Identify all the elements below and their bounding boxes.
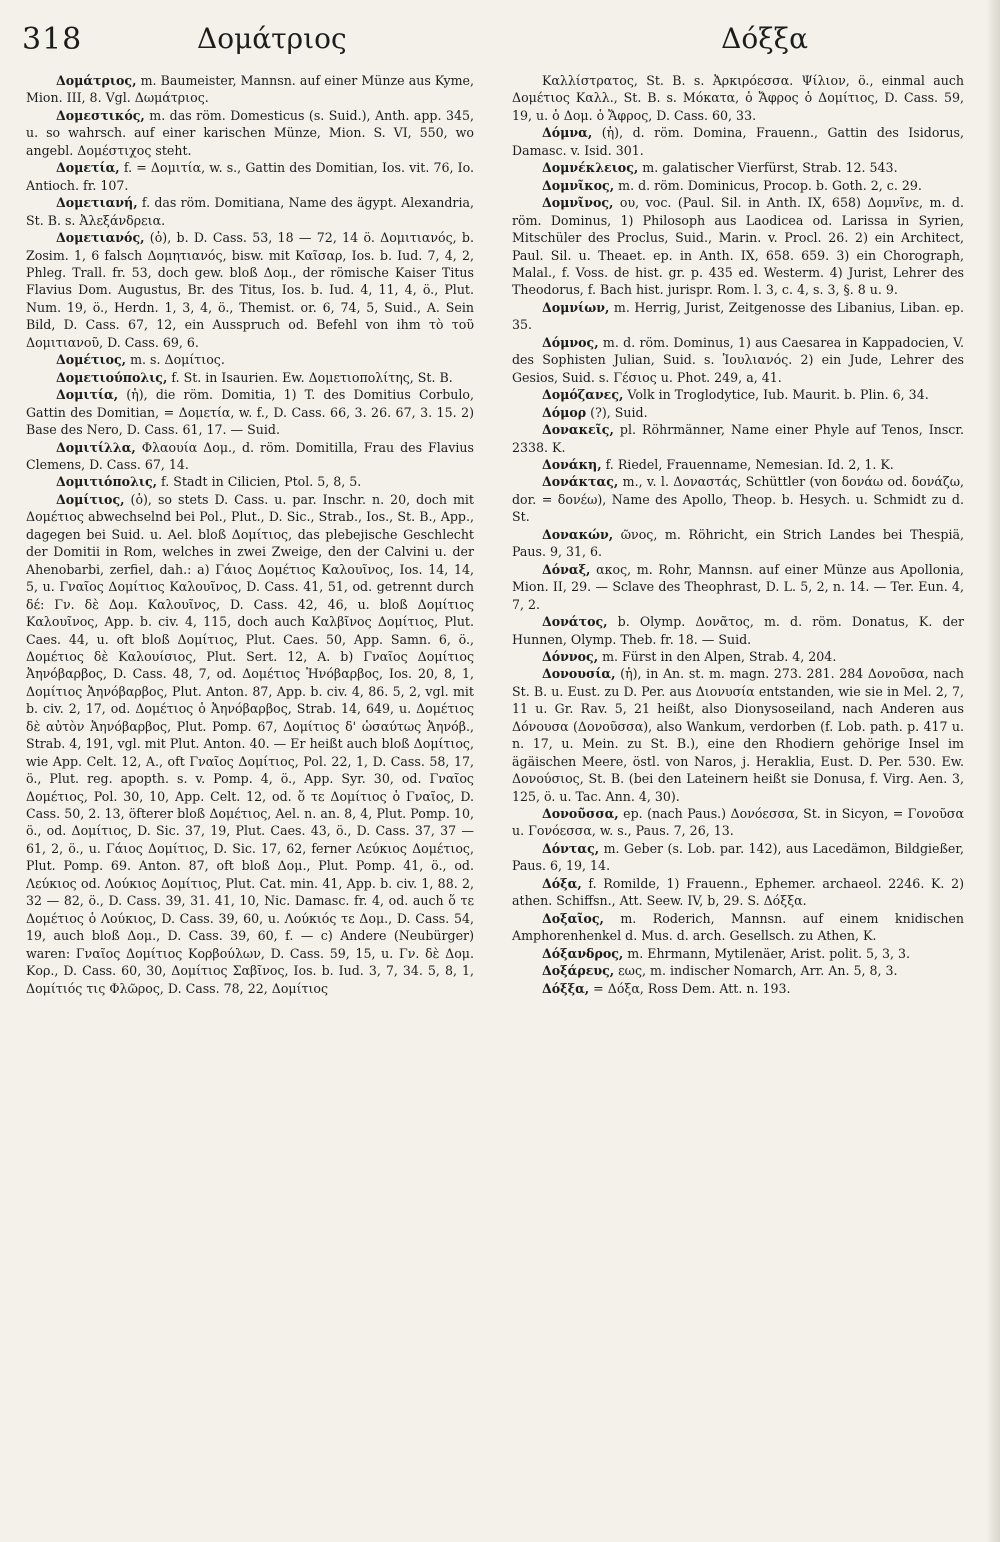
header-right-word: Δόξξα — [721, 22, 808, 55]
entry-text: m. Fürst in den Alpen, Strab. 4, 204. — [598, 648, 837, 664]
entry-text: (ἡ), d. röm. Domina, Frauenn., Gattin des Isidorus, Damasc. v. Isid. 301. — [512, 125, 964, 158]
dictionary-entry — [512, 299, 964, 334]
dictionary-entry — [26, 229, 474, 351]
dictionary-entry — [512, 386, 964, 403]
entry-text: Φλαουία Δομ., d. röm. Domitilla, Frau des Flavius Clemens, D. Cass. 67, 14. — [26, 439, 474, 472]
entry-headword: Δομιτία, — [56, 387, 119, 403]
entry-headword: Δόμορ — [542, 404, 587, 420]
entry-text: f. St. in Isaurien. Ew. Δομετιοπολίτης, St. B. — [167, 369, 453, 385]
entry-headword: Δομνέκλειος, — [542, 160, 639, 176]
entry-headword: Δομετιούπολις, — [56, 369, 168, 385]
dictionary-entry — [512, 561, 964, 613]
header-left-word: Δομάτριος — [197, 22, 347, 55]
entry-headword: Δομνῖκος, — [542, 177, 615, 193]
entry-headword: Δονάκτας, — [542, 474, 619, 490]
dictionary-entry — [26, 439, 474, 474]
entry-headword: Δονάκη, — [542, 456, 602, 472]
entry-headword: Δόμνος, — [542, 334, 599, 350]
dictionary-entry — [512, 456, 964, 473]
right-column — [512, 72, 964, 997]
dictionary-entry — [26, 491, 474, 997]
entry-headword: Δομίτιος, — [56, 491, 125, 507]
entry-headword: Δομέτιος, — [56, 352, 127, 368]
dictionary-entry — [512, 526, 964, 561]
entry-text: b. Olymp. Δονᾶτος, m. d. röm. Donatus, K. der Hunnen, Olymp. Theb. fr. 18. — Suid. — [512, 614, 964, 647]
left-column — [26, 72, 474, 997]
entry-headword: Δόντας, — [542, 840, 600, 856]
entry-headword: Δομιτιόπολις, — [56, 474, 158, 490]
entry-text: (ἡ), die röm. Domitia, 1) T. des Domitius Corbulo, Gattin des Domitian, = Δομετία, w. f., D. Cass. 66, 3. 26. 67, 3. 15. 2) Base des Nero, D. Cass. 61, 17. — Suid. — [26, 387, 474, 438]
entry-text: (ὁ), so stets D. Cass. u. par. Inschr. n. 20, doch mit Δομέτιος abwechselnd bei Pol., Plut., D. Sic., Strab., Ios., St. B., App., dagegen bei Suid. u. Ael. bloß Δομίτιος, das plebejische Geschlecht der Domitii in Rom, welches in zwei Zweige, den der Calvini u. der Ahenobarbi, zerfiel, dah.: a) Γάιος Δομέτιος Καλουῖνος, Ios. 14, 14, 5, u. Γναῖος Δομίτιος Καλουῖνος, D. Cass. 41, 51, od. getrennt durch δέ: Γν. δὲ Δομ. Καλουῖνος, D. Cass. 42, 46, u. bloß Δομίτιος Καλουῖνος, App. b. civ. 4, 115, doch auch Καλβῖνος Δομίτιος, Plut. Caes. 44, u. oft bloß Δομίτιος, Plut. Caes. 50, App. Samn. 6, ö., Δομέτιος δὲ Καλουίσιος, Plut. Sert. 12, A. b) Γναῖος Δομίτιος Ἀηνόβαρβος, D. Cass. 48, 7, od. Δομέτιος Ἠνόβαρβος, Ios. 20, 8, 1, Δομίτιος Ἀηνόβαρβος, Plut. Anton. 87, App. b. civ. 4, 86. 5, 2, vgl. mit b. civ. 2, 17, od. Δομέτιος ὁ Ἀηνόβαρβος, Strab. 14, 649, u. Δομέτιος δὲ αὐτὸν Ἀηνόβαρβος, Plut. Pomp. 67, Δομίτιος δ' ὡσαύτως Ἀηνόβ., Strab. 4, 191, vgl. mit Plut. Anton. 40. — Er heißt auch bloß Δομίτιος, wie App. Celt. 12, A., oft Γναῖος Δομίτιος, Pol. 22, 1, D. Cass. 58, 17, ö., Plut. reg. apopth. s. v. Pomp. 4, ö., App. Syr. 30, od. Γναῖος Δομέτιος, Pol. 30, 10, App. Celt. 12, od. ὅ τε Δομίτιος ὁ Γναῖος, D. Cass. 50, 2. 13, öfterer bloß Δομέτιος, Ael. n. an. 8, 4, Plut. Pomp. 10, ö., od. Δομίτιος, D. Sic. 37, 19, Plut. Caes. 43, ö., D. Cass. 37, 37 — 61, 2, ö., u. Γάιος Δομίτιος, D. Sic. 17, 62, ferner Λεύκιος Δομέτιος, Plut. Pomp. 69. Anton. 87, oft bloß Δομ., Plut. Pomp. 41, ö., od. Λεύκιος od. Λούκιος Δομίτιος, Plut. Cat. min. 41, App. b. civ. 1, 88. 2, 32 — 82, ö., D. Cass. 39, 31. 41, 10, Nic. Damasc. fr. 4, od. auch ὅ τε Δομέτιος ὁ Λούκιος, D. Cass. 39, 60, u. Λούκιός τε Δομ., D. Cass. 54, 19, auch bloß Δομ., D. Cass. 39, 60, f. — c) Andere (Neubürger) waren: Γναῖος Δομίτιος Κορβούλων, D. Cass. 59, 15, u. Γν. δὲ Δομ. Κορ., D. Cass. 60, 30, Δομίτιος Σαβῖνος, Ios. b. Iud. 3, 7, 34. 5, 8, 1, Δομίτιός τις Φλῶρος, D. Cass. 78, 22, Δομίτιος — [26, 491, 474, 996]
dictionary-entry — [26, 194, 474, 229]
entry-headword: Δονακεῖς, — [542, 422, 614, 438]
entry-headword: Δομάτριος, — [56, 73, 137, 88]
dictionary-entry — [512, 980, 964, 997]
entry-headword: Δόναξ, — [542, 561, 591, 577]
entry-text: m. Ehrmann, Mytilenäer, Arist. polit. 5, 3, 3. — [623, 945, 911, 961]
entry-text: (?), Suid. — [586, 404, 648, 420]
entry-text: m. Geber (s. Lob. par. 142), aus Lacedämon, Bildgießer, Paus. 6, 19, 14. — [512, 840, 964, 874]
entry-text: Καλλίστρατος, St. B. s. Ἀρκιρόεσσα. Ψίλιον, ö., einmal auch Δομέτιος Καλλ., St. B. s. Μόκατα, ὁ Ἄφρος ὁ Δομίτιος, D. Cass. 59, 19, u. ὁ Δομ. ὁ Ἄφρος, D. Cass. 60, 33. — [512, 73, 964, 123]
entry-headword: Δονακών, — [542, 526, 614, 542]
dictionary-entry — [512, 910, 964, 945]
entry-text: m. s. Δομίτιος. — [126, 352, 225, 368]
entry-headword: Δομετιανός, — [56, 230, 145, 246]
dictionary-entry — [26, 386, 474, 438]
entry-text: f. = Δομιτία, w. s., Gattin des Domitian, Ios. vit. 76, Io. Antioch. fr. 107. — [26, 160, 474, 193]
dictionary-entry — [26, 107, 474, 159]
dictionary-entry — [512, 962, 964, 979]
dictionary-entry — [512, 72, 964, 124]
entry-headword: Δόμνα, — [542, 125, 593, 141]
page-number: 318 — [22, 22, 83, 57]
page-edge-shadow — [986, 0, 1000, 1542]
dictionary-entry — [512, 194, 964, 299]
entry-headword: Δόξα, — [542, 875, 582, 891]
entry-text: (ὁ), b. D. Cass. 53, 18 — 72, 14 ö. Δομιτιανός, b. Zosim. 1, 6 falsch Δομητιανός, bisw. mit Καῖσαρ, Ios. b. Iud. 7, 4, 2, Phleg. Trall. fr. 53, doch gew. bloß Δομ., der römische Kaiser Titus Flavius Dom. Augustus, Br. des Titus, Ios. b. Iud. 4, 11, 4, ö., Plut. Num. 19, ö., Herdn. 1, 3, 4, ö., Themist. or. 6, 74, 5, Suid., A. Sein Bild, D. Cass. 67, 12, ein Ausspruch od. Befehl von ihm τὸ τοῦ Δομιτιανοῦ, D. Cass. 69, 6. — [26, 230, 474, 350]
dictionary-entry — [512, 404, 964, 421]
entry-headword: Δομόζανες, — [542, 387, 624, 403]
entry-headword: Δόξανδρος, — [542, 945, 624, 961]
entry-text: m., v. l. Δοναστάς, Schüttler (von δονάω od. δονάζω, dor. = δονέω), Name des Apollo, Theop. b. Hesych. u. Schmidt zu d. St. — [512, 474, 964, 525]
entry-text: m. Roderich, Mannsn. auf einem knidischen Amphorenhenkel d. Mus. d. arch. Gesellsch. zu Athen, K. — [512, 910, 964, 944]
dictionary-entry — [26, 369, 474, 386]
dictionary-entry — [512, 159, 964, 176]
entry-headword: Δομιτίλλα, — [56, 439, 136, 455]
dictionary-entry — [26, 473, 474, 490]
dictionary-entry — [512, 840, 964, 875]
entry-text: m. Herrig, Jurist, Zeitgenosse des Libanius, Liban. ep. 35. — [512, 299, 964, 333]
entry-text: = Δόξα, Ross Dem. Att. n. 193. — [589, 980, 791, 996]
entry-text: ep. (nach Paus.) Δονόεσσα, St. in Sicyon, = Γονοῦσα u. Γονόεσσα, w. s., Paus. 7, 26, 13. — [512, 806, 964, 839]
entry-text: f. Riedel, Frauenname, Nemesian. Id. 2, 1. K. — [601, 456, 894, 472]
entry-text: f. Stadt in Cilicien, Ptol. 5, 8, 5. — [157, 474, 362, 490]
entry-text: f. Romilde, 1) Frauenn., Ephemer. archaeol. 2246. K. 2) athen. Schiffsn., Att. Seew. IV, b, 29. S. Δόξξα. — [512, 875, 964, 909]
dictionary-entry — [26, 351, 474, 368]
entry-headword: Δομετιανή, — [56, 195, 138, 211]
entry-headword: Δομνῖνος, — [542, 195, 614, 211]
dictionary-entry — [512, 805, 964, 840]
entry-headword: Δομετία, — [56, 160, 120, 176]
entry-headword: Δονουσία, — [542, 666, 616, 682]
entry-text: m. das röm. Domesticus (s. Suid.), Anth. app. 345, u. so wahrsch. auf einer karischen Münze, Mion. S. VI, 550, wo angebl. Δομέστιχος steht. — [26, 107, 474, 158]
entry-text: m. galatischer Vierfürst, Strab. 12. 543. — [638, 160, 898, 176]
entry-text: ακος, m. Rohr, Mannsn. auf einer Münze aus Apollonia, Mion. II, 29. — Sclave des Theophrast, D. L. 5, 2, n. 14. — Ter. Eun. 4, 7, 2. — [512, 561, 964, 612]
entry-headword: Δομνίων, — [542, 299, 610, 315]
dictionary-entry — [512, 648, 964, 665]
running-header — [22, 18, 978, 70]
entry-text: f. das röm. Domitiana, Name des ägypt. Alexandria, St. B. s. Ἀλεξάνδρεια. — [26, 195, 474, 228]
entry-text: m. Baumeister, Mannsn. auf einer Münze aus Kyme, Mion. III, 8. Vgl. Δωμάτριος. — [26, 73, 474, 106]
dictionary-entry — [512, 421, 964, 456]
entry-text: εως, m. indischer Nomarch, Arr. An. 5, 8, 3. — [614, 963, 898, 979]
dictionary-entry — [512, 177, 964, 194]
entry-headword: Δονοῦσσα, — [542, 806, 619, 822]
dictionary-entry — [512, 334, 964, 386]
entry-headword: Δόξξα, — [542, 980, 590, 996]
dictionary-entry — [26, 72, 474, 107]
dictionary-entry — [512, 473, 964, 525]
dictionary-entry — [512, 665, 964, 805]
entry-text: ῶνος, m. Röhricht, ein Strich Landes bei Thespiä, Paus. 9, 31, 6. — [512, 526, 964, 560]
entry-headword: Δοξαῖος, — [542, 910, 604, 926]
entry-text: m. d. röm. Dominicus, Procop. b. Goth. 2, c. 29. — [614, 177, 922, 193]
entry-text: m. d. röm. Dominus, 1) aus Caesarea in Kappadocien, V. des Sophisten Julian, Suid. s. Ἰουλιανός. 2) ein Jude, Lehrer des Gesios, Suid. s. Γέσιος u. Phot. 249, a, 41. — [512, 334, 964, 385]
entry-headword: Δομεστικός, — [56, 107, 145, 123]
entry-text: ου, voc. (Paul. Sil. in Anth. IX, 658) Δομνῖνε, m. d. röm. Dominus, 1) Philosoph aus Laodicea od. Larissa in Syrien, Mitschüler des Proclus, Suid., Marin. v. Procl. 26. 2) ein Architect, Paul. Sil. u. Theaet. ep. in Anth. IX, 658. 659. 3) ein Chorograph, Malal., f. Voss. de hist. gr. p. 435 ed. Westerm. 4) Jurist, Lehrer des Theodorus, f. Bach hist. jurispr. Rom. l. 3, c. 4, s. 3, §. 8 u. 9. — [512, 195, 964, 298]
entry-text: pl. Röhrmänner, Name einer Phyle auf Tenos, Inscr. 2338. K. — [512, 422, 964, 455]
dictionary-entry — [512, 945, 964, 962]
dictionary-entry — [512, 124, 964, 159]
entry-text: (ἡ), in An. st. m. magn. 273. 281. 284 Δονοῦσα, nach St. B. u. Eust. zu D. Per. aus Διονυσία entstanden, wie sie in Mel. 2, 7, 11 u. Gr. Rav. 5, 21 heißt, also Dionysoseiland, nach Anderen aus Δόνουσα (Δονοῦσσα), also Wankum, verdorben (f. Lob. path. p. 417 u. n. 17, u. Mein. zu St. B.), eine den Rhodiern gehörige Insel im ägäischen Meere, östl. von Naros, j. Heraklia, Eust. D. Per. 530. Ew. Δονούσιος, St. B. (bei den Lateinern heißt sie Donusa, f. Virg. Aen. 3, 125, ö. u. Tac. Ann. 4, 30). — [512, 666, 964, 804]
dictionary-entry — [512, 875, 964, 910]
dictionary-entry — [512, 613, 964, 648]
dictionary-entry — [26, 159, 474, 194]
entry-text: Volk in Troglodytice, Iub. Maurit. b. Plin. 6, 34. — [623, 387, 929, 403]
entry-headword: Δονάτος, — [542, 614, 608, 630]
entry-headword: Δοξάρευς, — [542, 963, 615, 979]
entry-headword: Δόννος, — [542, 648, 599, 664]
